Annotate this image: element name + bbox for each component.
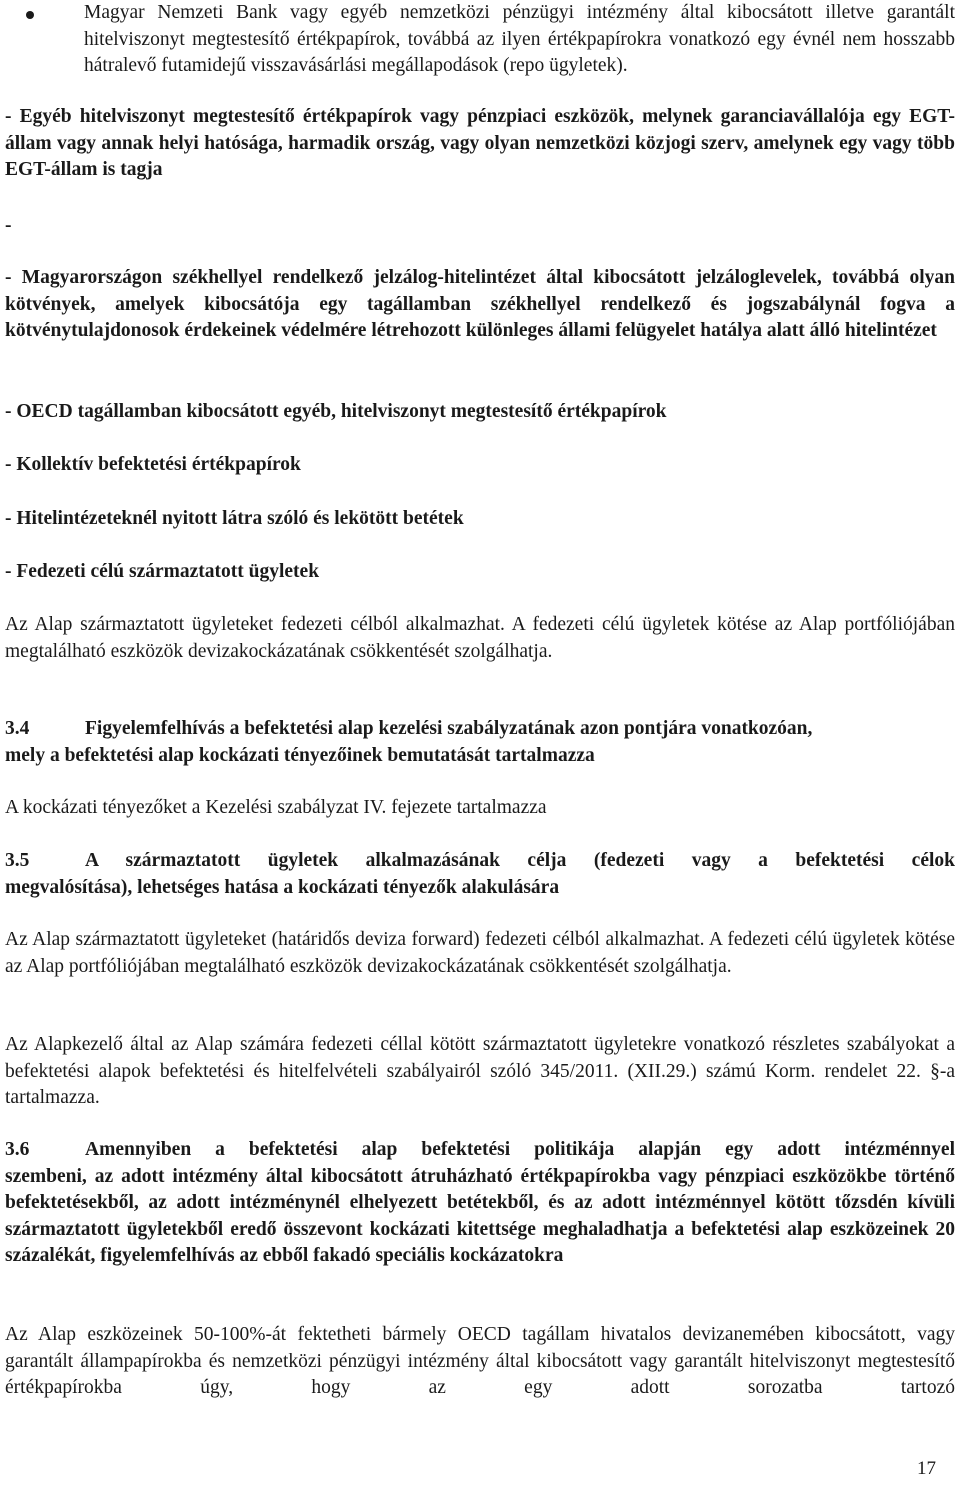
bullet-icon [26, 11, 34, 19]
bullet-list-item [5, 0, 955, 80]
section-title-cont: szembeni, az adott intézmény által kibocsátott átruházható értékpapírokba vagy pénzpiaci eszközökbe történő befektetésekből, az adott intézménynél elhelyezett betétekből, és az adott intézménnyel kötött tőzsdén kívüli származtatott ügyletekből eredő összevont kockázati kitettsége meghaladhatja a befektetési alap eszközeinek 20 százalékát, figyelemfelhívás az ebből fakadó speciális kockázatokra [5, 1165, 955, 1266]
item-egyeb: - Egyéb hitelviszonyt megtestesítő értékpapírok vagy pénzpiaci eszközök, melynek garanciavállalója egy EGT-állam vagy annak helyi hatósága, harmadik ország, vagy olyan nemzetközi közjogi szerv, amelynek egy vagy több EGT-állam is tagja [5, 106, 955, 180]
bullet-item-text: Magyar Nemzeti Bank vagy egyéb nemzetközi pénzügyi intézmény által kibocsátott illetve garantált hitelviszonyt megtestesítő értékpapírok, továbbá az ilyen értékpapírokra vonatkozó egy évnél nem hosszabb hátralevő futamidejű visszavásárlási megállapodások (repo ügyletek). [84, 2, 955, 76]
section-3-4-body: A kockázati tényezőket a Kezelési szabályzat IV. fejezete tartalmazza [5, 797, 547, 818]
item-dash: - [5, 215, 12, 236]
section-3-4-heading [5, 716, 955, 769]
section-title-cont: mely a befektetési alap kockázati tényezőinek bemutatását tartalmazza [5, 744, 595, 766]
section-title-cont: megvalósítása), lehetséges hatása a kockázati tényezők alakulására [5, 876, 560, 898]
section-title: A származtatott ügyletek alkalmazásának célja (fedezeti vagy a befektetési célok [85, 850, 955, 871]
item-kollektiv: - Kollektív befektetési értékpapírok [5, 454, 301, 475]
section-number: 3.6 [5, 1139, 30, 1160]
section-3-6-heading [5, 1137, 955, 1270]
section-title: Figyelemfelhívás a befektetési alap kezelési szabályzatának azon pontjára vonatkozóan, [85, 718, 813, 739]
paragraph-alap-fedezeti: Az Alap származtatott ügyleteket fedezeti célból alkalmazhat. A fedezeti célú ügyletek kötése az Alap portfóliójában megtalálható eszközök devizakockázatának csökkentését szolgálhatja. [5, 614, 955, 662]
section-3-5-body-1: Az Alap származtatott ügyleteket (határidős deviza forward) fedezeti célból alkalmazhat. A fedezeti célú ügyletek kötése az Alap portfóliójában megtalálható eszközök devizakockázatának csökkentését szolgálhatja. [5, 929, 955, 977]
item-oecd: - OECD tagállamban kibocsátott egyéb, hitelviszonyt megtestesítő értékpapírok [5, 401, 667, 422]
section-number: 3.4 [5, 718, 30, 739]
item-magyarorszagon: - Magyarországon székhellyel rendelkező jelzálog-hitelintézet által kibocsátott jelzáloglevelek, továbbá olyan kötvények, amelyek kibocsátója egy tagállamban székhellyel rendelkező és jogszabálynál fogva a kötvénytulajdonosok érdekeinek védelmére létrehozott különleges állami felügyelet hatálya alatt álló hitelintézet [5, 267, 955, 341]
section-3-5-body-2: Az Alapkezelő által az Alap számára fedezeti céllal kötött származtatott ügyletekre vonatkozó részletes szabályokat a befektetési alapok befektetési és hitelfelvételi szabályairól szóló 345/2011. (XII.29.) számú Korm. rendelet 22. §-a tartalmazza. [5, 1034, 955, 1108]
section-number: 3.5 [5, 850, 30, 871]
section-title: Amennyiben a befektetési alap befektetési politikája alapján egy adott intézménnyel [85, 1139, 955, 1160]
item-hitelintezet: - Hitelintézeteknél nyitott látra szóló és lekötött betétek [5, 508, 464, 529]
item-fedezeti: - Fedezeti célú származtatott ügyletek [5, 561, 320, 582]
page-number: 17 [917, 1458, 936, 1479]
section-3-5-heading [5, 848, 955, 901]
section-3-6-body: Az Alap eszközeinek 50-100%-át fektetheti bármely OECD tagállam hivatalos devizanemében kibocsátott, vagy garantált állampapírokba és nemzetközi pénzügyi intézmény által kibocsátott vagy garantált hitelviszonyt megtestesítő értékpapírokba úgy, hogy az egy adott sorozatba tartozó [5, 1324, 955, 1398]
